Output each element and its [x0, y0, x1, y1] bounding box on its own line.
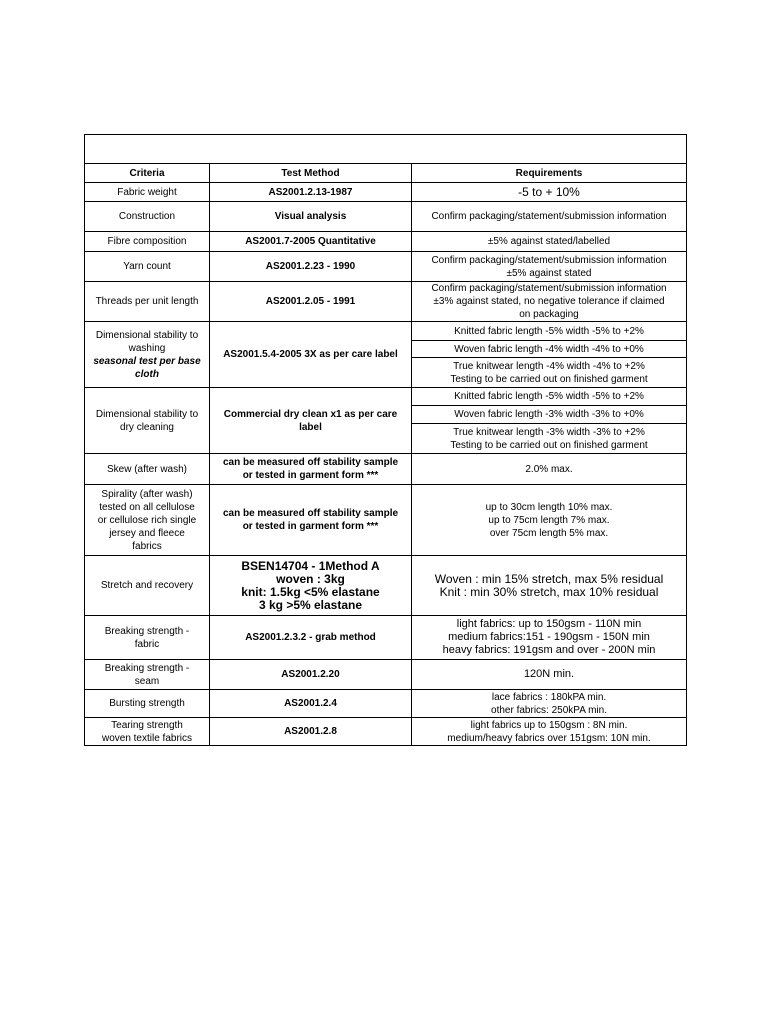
- requirement-cell: [412, 556, 687, 616]
- method-line: or tested in garment form ***: [242, 521, 379, 532]
- criteria-line: fabric: [134, 638, 160, 650]
- requirement-cell: Knitted fabric length -5% width -5% to +2%: [412, 322, 687, 341]
- method-cell: [210, 556, 412, 616]
- method-cell: AS2001.7-2005 Quantitative: [210, 232, 412, 252]
- criteria-line: seam: [134, 675, 160, 687]
- table-row: [85, 556, 687, 616]
- method-line: can be measured off stability sample: [222, 457, 399, 468]
- requirement-cell: 2.0% max.: [412, 454, 687, 485]
- requirement-line: light fabrics: up to 150gsm - 110N min: [456, 618, 642, 630]
- criteria-cell: Fabric weight: [85, 183, 210, 202]
- table-row: [85, 454, 687, 485]
- table-row: [85, 232, 687, 252]
- table-row: [85, 202, 687, 232]
- method-line: label: [299, 421, 322, 433]
- requirement-cell: Knitted fabric length -5% width -5% to +2%: [412, 388, 687, 406]
- requirement-line: up to 75cm length 7% max.: [488, 514, 610, 526]
- criteria-cell: [85, 718, 210, 746]
- criteria-cell: [85, 322, 210, 388]
- table-row: [85, 322, 687, 341]
- criteria-note: cloth: [135, 368, 159, 380]
- requirement-line: ±3% against stated, no negative tolerance if claimed: [433, 296, 665, 307]
- criteria-line: or cellulose rich single: [97, 514, 197, 526]
- criteria-line: Dimensional stability to: [95, 329, 199, 341]
- table-row: [85, 252, 687, 282]
- requirement-line: up to 30cm length 10% max.: [485, 501, 613, 513]
- table-title-row: [85, 135, 687, 164]
- method-line: knit: 1.5kg <5% elastane: [241, 584, 380, 599]
- requirement-line: Confirm packaging/statement/submission information: [431, 254, 667, 266]
- criteria-line: dry cleaning: [120, 421, 174, 433]
- criteria-line: washing: [128, 342, 166, 354]
- specification-table: [84, 134, 687, 746]
- requirement-line: medium/heavy fabrics over 151gsm: 10N min.: [447, 732, 651, 744]
- criteria-cell: Stretch and recovery: [85, 556, 210, 616]
- requirement-line: on packaging: [519, 309, 579, 320]
- table-row: [85, 616, 687, 660]
- criteria-line: Dimensional stability to: [95, 408, 199, 420]
- requirement-line: Testing to be carried out on finished garment: [450, 439, 648, 451]
- criteria-line: jersey and fleece: [109, 527, 185, 539]
- requirement-cell: ±5% against stated/labelled: [412, 232, 687, 252]
- requirement-cell: [412, 252, 687, 282]
- criteria-line: Breaking strength -: [104, 662, 190, 674]
- method-cell: AS2001.2.23 - 1990: [210, 252, 412, 282]
- table-row: [85, 660, 687, 690]
- requirement-line: other fabrics: 250kPA min.: [491, 704, 607, 716]
- requirement-line: Knit : min 30% stretch, max 10% residual: [439, 584, 659, 599]
- method-cell: AS2001.2.05 - 1991: [210, 282, 412, 322]
- criteria-cell: Skew (after wash): [85, 454, 210, 485]
- requirement-cell: -5 to + 10%: [412, 183, 687, 202]
- requirement-line: ±5% against stated: [506, 267, 592, 279]
- requirement-line: Confirm packaging/statement/submission information: [431, 283, 667, 294]
- criteria-cell: Construction: [85, 202, 210, 232]
- requirement-cell: Confirm packaging/statement/submission information: [412, 202, 687, 232]
- requirement-line: heavy fabrics: 191gsm and over - 200N min: [442, 644, 656, 656]
- requirement-cell: [412, 690, 687, 718]
- method-cell: [210, 454, 412, 485]
- requirement-cell: [412, 282, 687, 322]
- method-cell: AS2001.2.3.2 - grab method: [210, 616, 412, 660]
- criteria-cell: [85, 388, 210, 454]
- method-cell: AS2001.2.4: [210, 690, 412, 718]
- requirement-cell: [412, 718, 687, 746]
- requirement-line: Woven : min 15% stretch, max 5% residual: [434, 571, 664, 586]
- method-cell: [210, 388, 412, 454]
- table-row: [85, 718, 687, 746]
- requirement-cell: 120N min.: [412, 660, 687, 690]
- criteria-cell: [85, 616, 210, 660]
- method-line: can be measured off stability sample: [222, 508, 399, 519]
- criteria-line: fabrics: [132, 540, 162, 552]
- requirement-line: light fabrics up to 150gsm : 8N min.: [470, 719, 628, 731]
- requirement-cell: Woven fabric length -3% width -3% to +0%: [412, 406, 687, 424]
- criteria-line: Breaking strength -: [104, 625, 190, 637]
- header-row: [85, 164, 687, 183]
- criteria-line: Spirality (after wash): [101, 488, 193, 500]
- method-line: BSEN14704 - 1Method A: [241, 558, 380, 573]
- criteria-cell: Fibre composition: [85, 232, 210, 252]
- requirement-line: True knitwear length -3% width -3% to +2%: [453, 426, 645, 438]
- method-line: Commercial dry clean x1 as per care: [223, 408, 398, 420]
- table-row: [85, 183, 687, 202]
- method-cell: [210, 485, 412, 556]
- method-cell: AS2001.2.13-1987: [210, 183, 412, 202]
- table-row: [85, 282, 687, 322]
- criteria-line: woven textile fabrics: [101, 732, 193, 744]
- requirement-cell: [412, 485, 687, 556]
- table-row: [85, 388, 687, 406]
- header-requirements: Requirements: [412, 164, 687, 183]
- requirement-line: True knitwear length -4% width -4% to +2%: [453, 360, 645, 372]
- method-cell: AS2001.5.4-2005 3X as per care label: [210, 322, 412, 388]
- criteria-cell: [85, 660, 210, 690]
- requirement-line: over 75cm length 5% max.: [489, 527, 609, 539]
- table-row: [85, 690, 687, 718]
- method-line: woven : 3kg: [276, 571, 345, 586]
- criteria-line: Tearing strength: [111, 719, 183, 731]
- requirement-cell: [412, 616, 687, 660]
- criteria-line: tested on all cellulose: [99, 501, 195, 513]
- table-row: [85, 485, 687, 556]
- method-cell: AS2001.2.8: [210, 718, 412, 746]
- criteria-cell: Threads per unit length: [85, 282, 210, 322]
- requirement-line: lace fabrics : 180kPA min.: [491, 691, 607, 703]
- header-criteria: Criteria: [85, 164, 210, 183]
- method-cell: Visual analysis: [210, 202, 412, 232]
- criteria-cell: Bursting strength: [85, 690, 210, 718]
- criteria-cell: Yarn count: [85, 252, 210, 282]
- requirement-line: Testing to be carried out on finished garment: [450, 373, 648, 385]
- criteria-note: seasonal test per base: [93, 355, 201, 367]
- header-test-method: Test Method: [210, 164, 412, 183]
- method-line: 3 kg >5% elastane: [258, 597, 363, 612]
- requirement-cell: Woven fabric length -4% width -4% to +0%: [412, 341, 687, 358]
- requirement-cell: [412, 424, 687, 454]
- requirement-line: medium fabrics:151 - 190gsm - 150N min: [448, 631, 650, 643]
- requirement-cell: [412, 358, 687, 388]
- method-cell: AS2001.2.20: [210, 660, 412, 690]
- method-line: or tested in garment form ***: [242, 470, 379, 481]
- table-title: [85, 135, 687, 164]
- criteria-cell: [85, 485, 210, 556]
